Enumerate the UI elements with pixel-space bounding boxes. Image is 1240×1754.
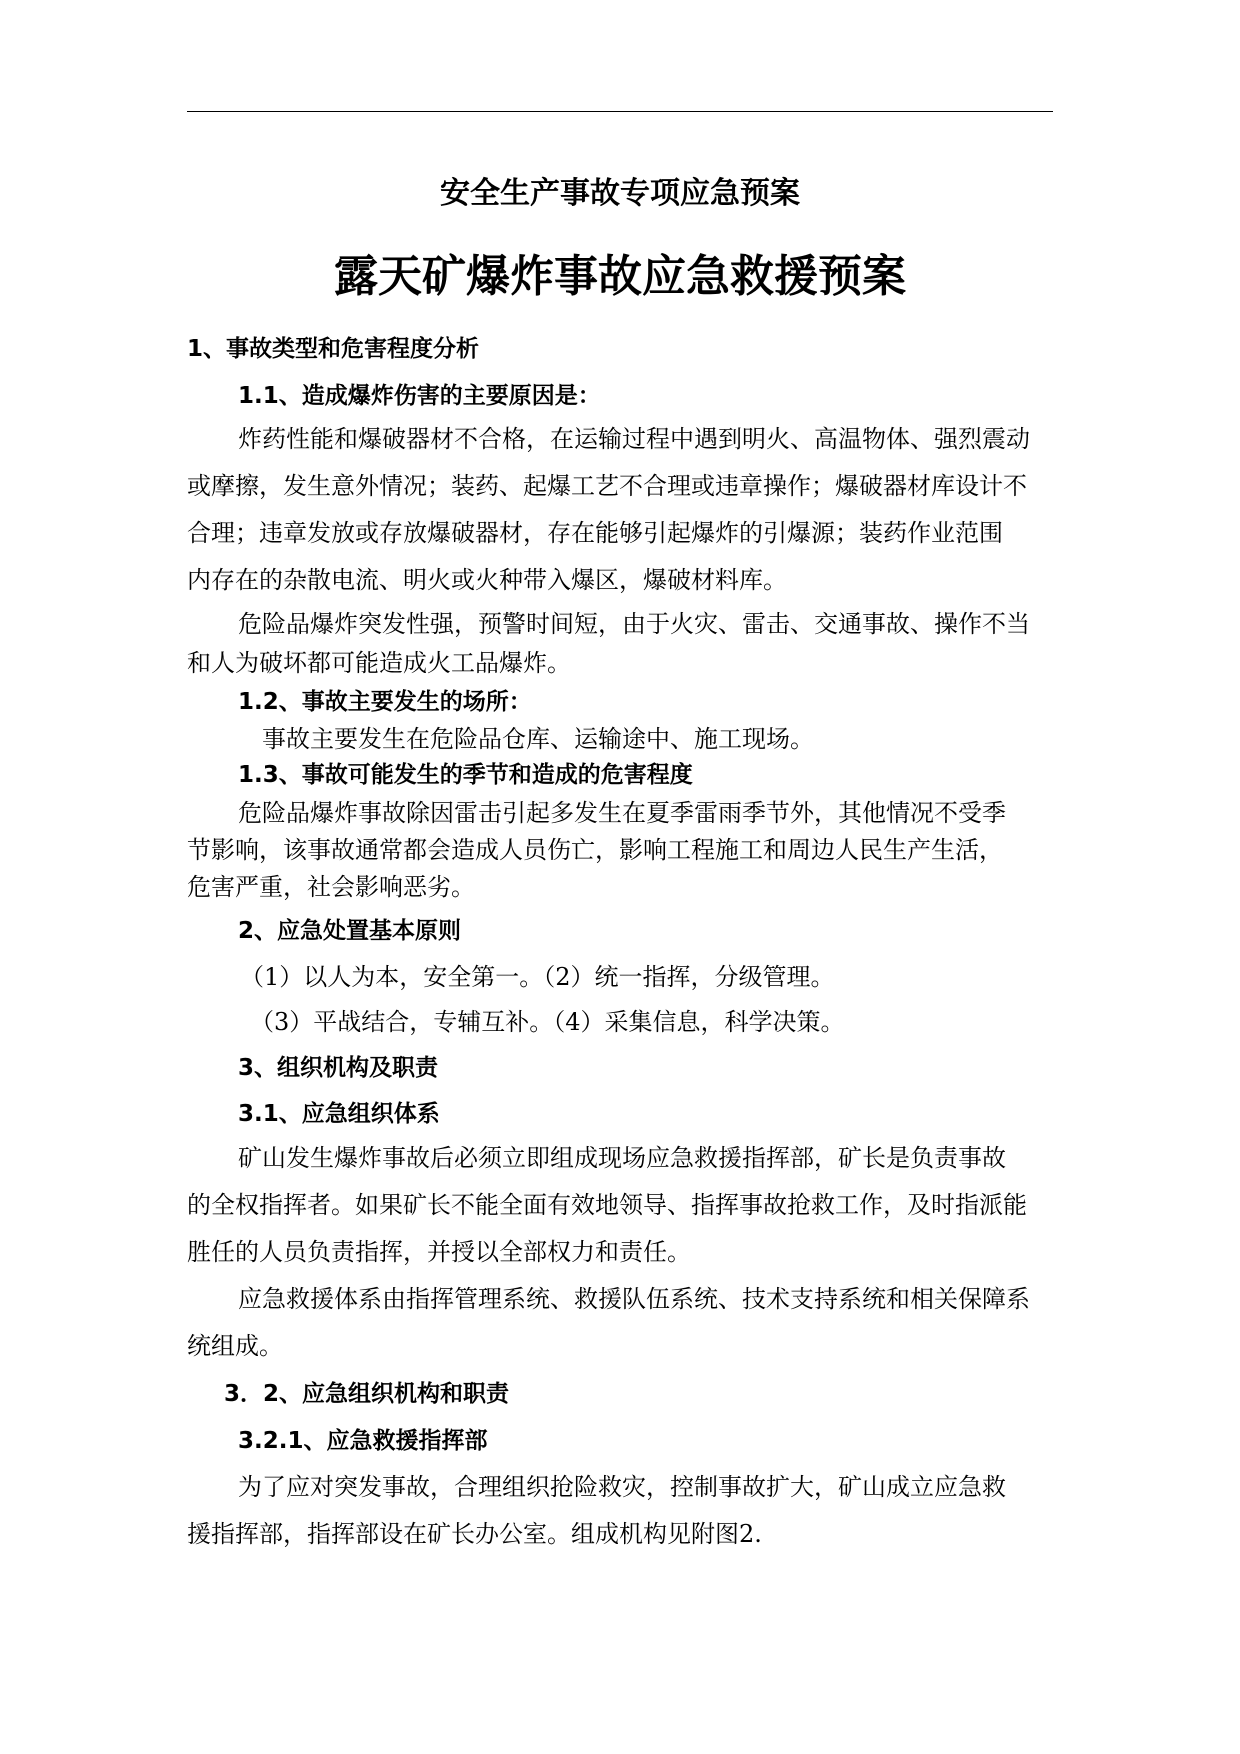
paragraph-line: 事故主要发生在危险品仓库、运输途中、施工现场。 (262, 725, 814, 753)
paragraph-line: 援指挥部，指挥部设在矿长办公室。组成机构见附图2. (187, 1520, 762, 1548)
paragraph-line: 内存在的杂散电流、明火或火种带入爆区，爆破材料库。 (187, 566, 787, 594)
section-heading-3: 3、组织机构及职责 (238, 1055, 439, 1081)
paragraph-line: 危险品爆炸事故除因雷击引起多发生在夏季雷雨季节外，其他情况不受季 (238, 799, 1006, 827)
document-subtitle: 安全生产事故专项应急预案 (440, 176, 800, 211)
subsection-heading-3-2: 3．2、应急组织机构和职责 (224, 1381, 510, 1407)
paragraph-line: 为了应对突发事故，合理组织抢险救灾，控制事故扩大，矿山成立应急救 (238, 1473, 1006, 1501)
subsection-heading-1-3: 1.3、事故可能发生的季节和造成的危害程度 (238, 762, 693, 788)
paragraph-line: 炸药性能和爆破器材不合格，在运输过程中遇到明火、高温物体、强烈震动 (238, 425, 1030, 453)
section-heading-1: 1、事故类型和危害程度分析 (187, 336, 480, 362)
paragraph-line: 节影响，该事故通常都会造成人员伤亡，影响工程施工和周边人民生产生活， (187, 836, 1003, 864)
document-title: 露天矿爆炸事故应急救援预案 (334, 251, 906, 302)
paragraph-line: 危害严重，社会影响恶劣。 (187, 873, 475, 901)
paragraph-line: 胜任的人员负责指挥，并授以全部权力和责任。 (187, 1238, 691, 1266)
paragraph-line: 或摩擦，发生意外情况；装药、起爆工艺不合理或违章操作；爆破器材库设计不 (187, 472, 1027, 500)
paragraph-line: 和人为破坏都可能造成火工品爆炸。 (187, 649, 571, 677)
subsection-heading-3-1: 3.1、应急组织体系 (238, 1101, 440, 1127)
section-heading-2: 2、应急处置基本原则 (238, 918, 462, 944)
subsection-heading-3-2-1: 3.2.1、应急救援指挥部 (238, 1428, 488, 1454)
subsection-heading-1-1: 1.1、造成爆炸伤害的主要原因是： (238, 383, 601, 409)
paragraph-line: 统组成。 (187, 1332, 283, 1360)
header-rule (187, 111, 1053, 112)
paragraph-line: 的全权指挥者。如果矿长不能全面有效地领导、指挥事故抢救工作，及时指派能 (187, 1191, 1027, 1219)
paragraph-line: 应急救援体系由指挥管理系统、救援队伍系统、技术支持系统和相关保障系 (238, 1285, 1030, 1313)
subsection-heading-1-2: 1.2、事故主要发生的场所： (238, 689, 532, 715)
paragraph-line: 合理；违章发放或存放爆破器材，存在能够引起爆炸的引爆源；装药作业范围 (187, 519, 1003, 547)
principles-line: （3）平战结合，专辅互补。（4）采集信息，科学决策。 (250, 1008, 845, 1036)
paragraph-line: 危险品爆炸突发性强，预警时间短，由于火灾、雷击、交通事故、操作不当 (238, 610, 1030, 638)
paragraph-line: 矿山发生爆炸事故后必须立即组成现场应急救援指挥部，矿长是负责事故 (238, 1144, 1006, 1172)
principles-line: （1）以人为本，安全第一。（2）统一指挥，分级管理。 (240, 963, 835, 991)
